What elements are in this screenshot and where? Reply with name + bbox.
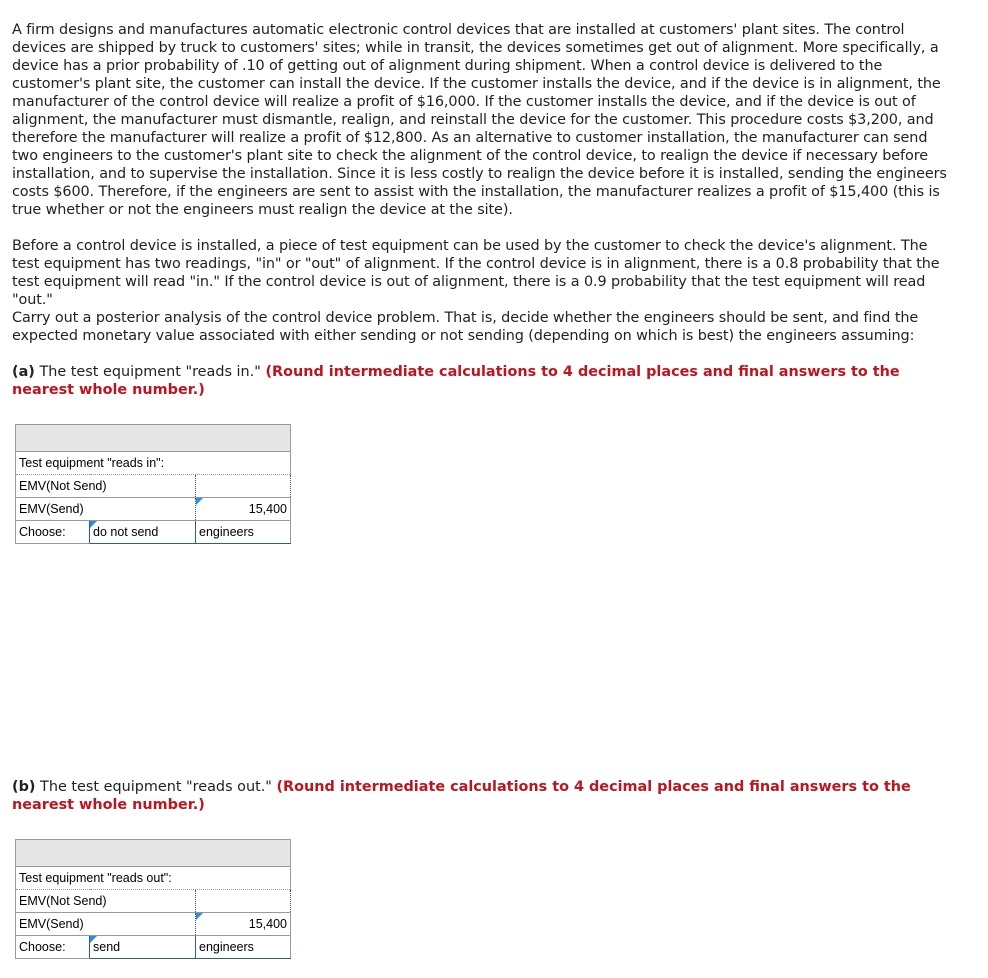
table-title: Test equipment "reads out": xyxy=(16,867,291,890)
emv-not-send-label: EMV(Not Send) xyxy=(16,890,196,913)
question-b-text: The test equipment "reads out." xyxy=(35,779,277,795)
table-header-row xyxy=(16,840,291,867)
answer-marker-icon xyxy=(90,936,97,943)
emv-send-row xyxy=(16,498,291,521)
choose-label: Choose: xyxy=(16,521,90,544)
problem-paragraph-1: A firm designs and manufactures automatic electronic control devices that are installed at customers' plant sites. The control devices are shipped by truck to customers' sites; while in transit, the devices sometimes get out of alignment. More specifically, a device has a prior probability of .10 of getting out of alignment during shipment. When a control device is delivered to the customer's plant site, the customer can install the device. If the customer installs the device, and if the device is in alignment, the manufacturer of the control device will realize a profit of $16,000. If the customer installs the device, and if the device is out of alignment, the manufacturer must dismantle, realign, and reinstall the device for the customer. This procedure costs $3,200, and therefore the manufacturer will realize a profit of $12,800. As an alternative to customer installation, the manufacturer can send two engineers to the customer's plant site to check the alignment of the control device, to realign the device if necessary before installation, and to supervise the installation. Since it is less costly to realign the device before it is installed, sending the engineers costs $600. Therefore, if the engineers are sent to assist with the installation, the manufacturer realizes a profit of $15,400 (this is true whether or not the engineers must realign the device at the site). xyxy=(12,22,947,218)
emv-send-label: EMV(Send) xyxy=(16,498,196,521)
table-title-row xyxy=(16,452,291,475)
emv-not-send-input[interactable] xyxy=(196,475,291,498)
emv-send-value: 15,400 xyxy=(248,917,288,931)
choose-row xyxy=(16,521,291,544)
emv-not-send-input[interactable] xyxy=(196,890,291,913)
choose-dropdown-value: send xyxy=(93,940,121,954)
answer-table-b xyxy=(15,839,291,959)
question-a-label: (a) xyxy=(12,364,35,380)
emv-send-input[interactable] xyxy=(196,913,291,936)
emv-not-send-row xyxy=(16,890,291,913)
table-title-row xyxy=(16,867,291,890)
answer-marker-icon xyxy=(196,913,203,920)
answer-marker-icon xyxy=(196,498,203,505)
choose-dropdown[interactable] xyxy=(90,936,196,959)
table-header-row xyxy=(16,425,291,452)
problem-paragraph-2: Before a control device is installed, a piece of test equipment can be used by the customer to check the device's alignment. The test equipment has two readings, "in" or "out" of alignment. If the control device is in alignment, there is a 0.8 probability that the test equipment will read "in." If the control device is out of alignment, there is a 0.9 probability that the test equipment will read "out." xyxy=(12,238,940,308)
question-b-instruction: (Round intermediate calculations to 4 decimal places and final answers to the nearest whole number.) xyxy=(12,779,911,813)
question-b-label: (b) xyxy=(12,779,36,795)
emv-send-input[interactable] xyxy=(196,498,291,521)
question-a xyxy=(12,363,957,399)
question-b xyxy=(12,778,957,814)
choose-dropdown-value: do not send xyxy=(93,525,159,539)
answer-marker-icon xyxy=(90,521,97,528)
problem-paragraph-3: Carry out a posterior analysis of the control device problem. That is, decide whether the engineers should be sent, and find the expected monetary value associated with either sending or not sending (depending on which is best) the engineers assuming: xyxy=(12,310,919,344)
emv-not-send-row xyxy=(16,475,291,498)
table-title: Test equipment "reads in": xyxy=(16,452,291,475)
choose-dropdown[interactable] xyxy=(90,521,196,544)
question-a-text: The test equipment "reads in." xyxy=(34,364,266,380)
emv-not-send-label: EMV(Not Send) xyxy=(16,475,196,498)
emv-send-row xyxy=(16,913,291,936)
answer-table-a xyxy=(15,424,291,544)
choose-label: Choose: xyxy=(16,936,90,959)
choose-row xyxy=(16,936,291,959)
choose-suffix: engineers xyxy=(196,936,291,959)
emv-send-label: EMV(Send) xyxy=(16,913,196,936)
choose-suffix: engineers xyxy=(196,521,291,544)
emv-send-value: 15,400 xyxy=(248,502,288,516)
question-a-instruction: (Round intermediate calculations to 4 decimal places and final answers to the nearest whole number.) xyxy=(12,364,900,398)
